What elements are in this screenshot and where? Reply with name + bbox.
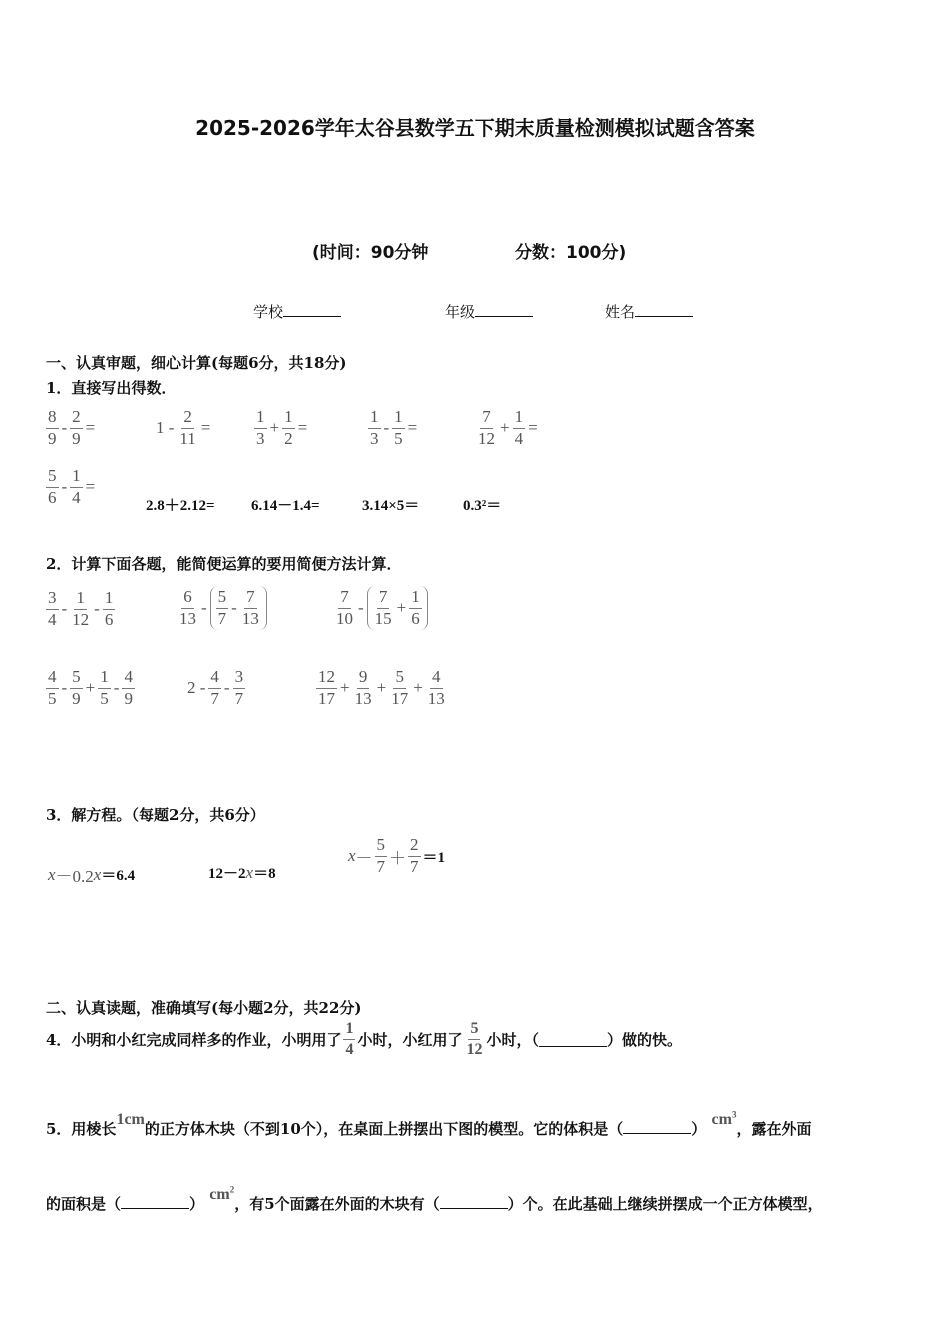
page-title: 2025-2026学年太谷县数学五下期末质量检测模拟试题含答案 <box>195 116 755 140</box>
exam-time: (时间：90分钟 <box>312 243 429 263</box>
q1-plain-4: 0.3²＝ <box>463 498 502 514</box>
q5-line-1: 5．用棱长1cm的正方体木块（不到10个），在桌面上拼摆出下图的模型。它的体积是（ ） $cm^3$，露在外面 <box>46 1109 812 1138</box>
q1-item-5: $\frac{7}{12}$ + $\frac{1}{4}$ = <box>478 407 538 448</box>
q1-plain-1: 2.8＋2.12= <box>146 498 215 514</box>
fraction: $\frac{8}{9}$ <box>48 407 57 448</box>
grade-blank[interactable] <box>475 302 533 317</box>
q1-label: 1．直接写出得数． <box>46 379 177 397</box>
section-1-heading: 一、认真审题，细心计算(每题6分，共18分) <box>46 354 347 372</box>
q1-item-4: $\frac{1}{3}$ - $\frac{1}{5}$ = <box>370 407 418 448</box>
q2-label: 2．计算下面各题，能简便运算的要用简便方法计算． <box>46 555 402 573</box>
q1-item-3: $\frac{1}{3}$ + $\frac{1}{2}$ = <box>256 407 308 448</box>
q3-equation-3: x － $\frac{5}{7}$ ＋ $\frac{2}{7}$ ＝1 <box>348 835 446 876</box>
q1-plain-3: 3.14×5＝ <box>362 498 420 514</box>
section-2-heading: 二、认真读题，准确填写(每小题2分，共22分) <box>46 999 362 1017</box>
q5-count-blank[interactable] <box>440 1194 508 1209</box>
q5-line-2: 的面积是（ ） $cm^2$，有5个面露在外面的木块有（ ）个。在此基础上继续拼摆成一个正方体模型， <box>46 1184 823 1213</box>
q3-equation-1: x －0.2 x ＝6.4 <box>48 864 136 886</box>
q3-label: 3．解方程。（每题2分，共6分） <box>46 806 265 824</box>
q2-expr-5: 2 - $\frac{4}{7}$ - $\frac{3}{7}$ <box>187 667 244 708</box>
fraction: $\frac{1}{4}$ <box>72 466 81 507</box>
grade-field <box>445 301 533 322</box>
q2-expr-6: $\frac{12}{17}$ + $\frac{9}{13}$ + $\frac{5}{17}$ + $\frac{4}{13}$ <box>318 667 445 708</box>
q2-expr-1: $\frac{3}{4}$ - $\frac{1}{12}$ - $\frac{1}{6}$ <box>48 588 114 629</box>
fraction: $\frac{5}{6}$ <box>48 466 57 507</box>
fraction: $\frac{1}{2}$ <box>284 407 293 448</box>
school-field <box>253 301 341 322</box>
name-field <box>605 301 693 322</box>
exam-score: 分数：100分) <box>515 243 627 263</box>
grade-label: 年级 <box>445 303 476 321</box>
fraction: $\frac{1}{5}$ <box>394 407 403 448</box>
q2-expr-2: $\frac{6}{13}$ - $\frac{5}{7}$ - $\frac{7}{13}$ <box>175 586 269 630</box>
fraction: $\frac{1}{3}$ <box>370 407 379 448</box>
fraction: $\frac{2}{11}$ <box>179 407 196 448</box>
q4-answer-blank[interactable] <box>539 1032 607 1047</box>
q4-text: 4．小明和小红完成同样多的作业，小明用了 $\frac{1}{4}$ 小时，小红用了 $\frac{5}{12}$ 小时，（ ）做的快。 <box>46 1020 682 1058</box>
q1-item-2: 1 - $\frac{2}{11}$ = <box>156 407 211 448</box>
q5-volume-blank[interactable] <box>623 1119 691 1134</box>
school-label: 学校 <box>253 303 284 321</box>
q1-item-1: $\frac{8}{9}$ - $\frac{2}{9}$ = <box>48 407 96 448</box>
name-blank[interactable] <box>635 302 693 317</box>
q1-item-6: $\frac{5}{6}$ - $\frac{1}{4}$ = <box>48 466 96 507</box>
q3-equation-2: 12－2 x ＝8 <box>208 862 276 882</box>
q1-plain-2: 6.14－1.4= <box>251 498 320 514</box>
fraction: $\frac{7}{12}$ <box>478 407 495 448</box>
fraction: $\frac{1}{4}$ <box>514 407 524 448</box>
q2-expr-3: $\frac{7}{10}$ - $\frac{7}{15}$ + $\frac{1}{6}$ <box>332 586 430 630</box>
school-blank[interactable] <box>283 302 341 317</box>
q5-area-blank[interactable] <box>121 1194 189 1209</box>
fraction: $\frac{2}{9}$ <box>72 407 81 448</box>
name-label: 姓名 <box>605 303 636 321</box>
fraction: $\frac{1}{3}$ <box>256 407 265 448</box>
q2-expr-4: $\frac{4}{5}$ - $\frac{5}{9}$ + $\frac{1}{5}$ - $\frac{4}{9}$ <box>48 667 133 708</box>
